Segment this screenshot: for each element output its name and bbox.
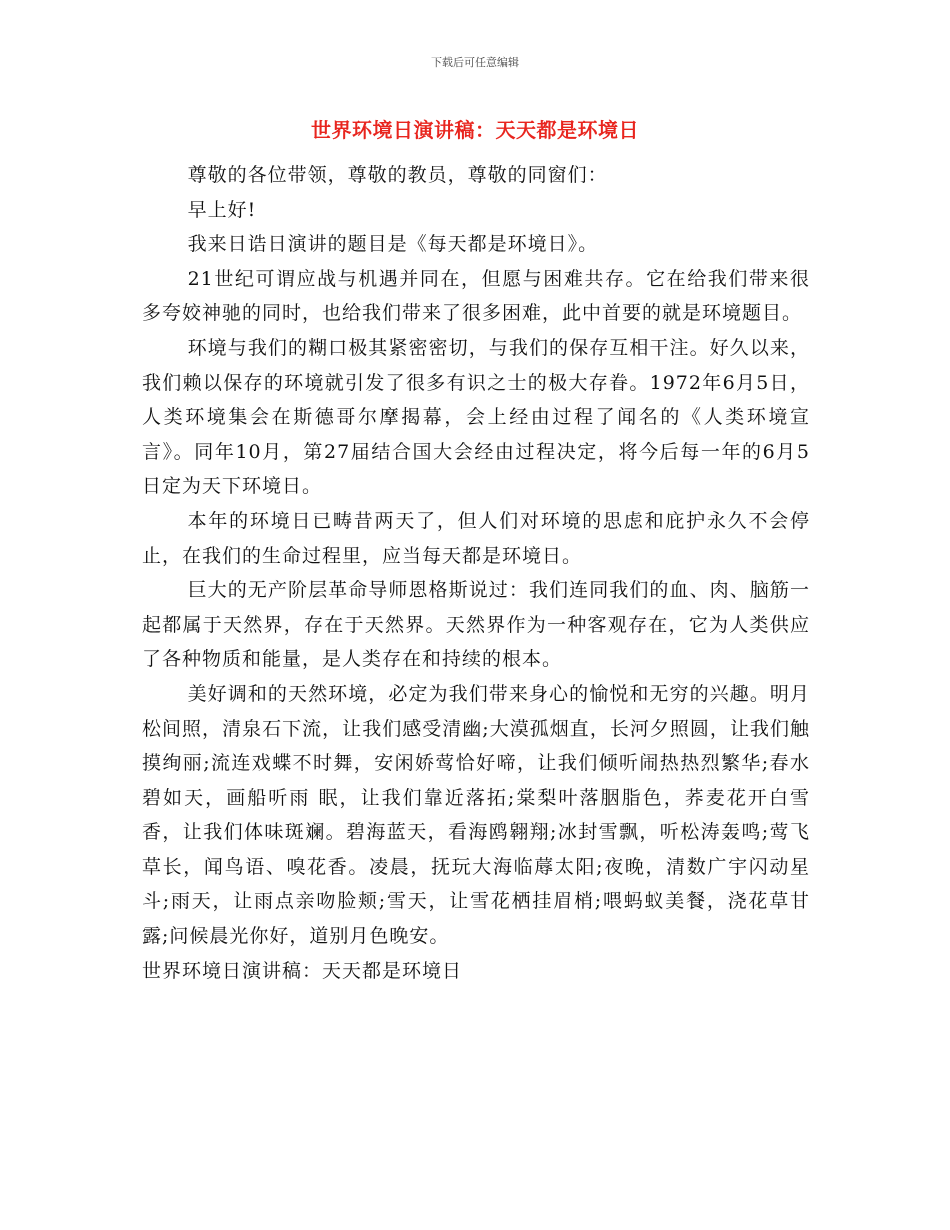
header-note: 下载后可任意编辑 (431, 56, 519, 69)
paragraph-topic: 我来日诰日演讲的题目是《每天都是环境日》。 (187, 233, 599, 256)
document-title: 世界环境日演讲稿：天天都是环境日 (311, 118, 639, 142)
paragraph-nature: 美好调和的天然环境，必定为我们带来身心的愉悦和无穷的兴趣。明月松间照，清泉石下流，让我们感受清幽;大漠孤烟直，长河夕照圆，让我们触摸绚丽;流连戏蝶不时舞，安闲娇莺恰好啼，让我们倾听闹热热烈繁华;春水碧如天，画船听雨 眠，让我们靠近落拓;棠梨叶落胭脂色，荞麦花开白雪香，让我们体味斑斓。碧海蓝天，看海鸥翱翔;冰封雪飘，听松涛轰鸣;莺飞草长，闻鸟语、嗅花香。凌晨，抚玩大海临蓐太阳;夜晚，清数广宇闪动星斗;雨天，让雨点亲吻脸颊;雪天，让雪花栖挂眉梢;喂蚂蚁美餐，浇花草甘露;问候晨光你好，道别月色晚安。 (142, 682, 810, 948)
document-body (142, 158, 810, 988)
footer-title-line: 世界环境日演讲稿：天天都是环境日 (142, 959, 463, 982)
paragraph-engels: 巨大的无产阶层革命导师恩格斯说过：我们连同我们的血、肉、脑筋一起都属于天然界，存在于天然界。天然界作为一种客观存在，它为人类供应了各种物质和能量，是人类存在和持续的根本。 (142, 579, 810, 671)
paragraph-history: 环境与我们的糊口极其紧密密切，与我们的保存互相干注。好久以来，我们赖以保存的环境就引发了很多有识之士的极大存眷。1972年6月5日，人类环境集会在斯德哥尔摩揭幕，会上经由过程了闻名的《人类环境宣言》。同年10月，第27届结合国大会经由过程决定，将今后每一年的6月5日定为天下环境日。 (142, 336, 810, 498)
paragraph-every-day: 本年的环境日已畴昔两天了，但人们对环境的思虑和庇护永久不会停止，在我们的生命过程里，应当每天都是环境日。 (142, 509, 810, 567)
paragraph-greeting-address: 尊敬的各位带领，尊敬的教员，尊敬的同窗们： (187, 164, 608, 186)
paragraph-greeting: 早上好! (187, 198, 257, 221)
paragraph-century: 21世纪可谓应战与机遇并同在，但愿与困难共存。它在给我们带来很多夸姣神驰的同时，也给我们带来了很多困难，此中首要的就是环境题目。 (142, 267, 810, 325)
